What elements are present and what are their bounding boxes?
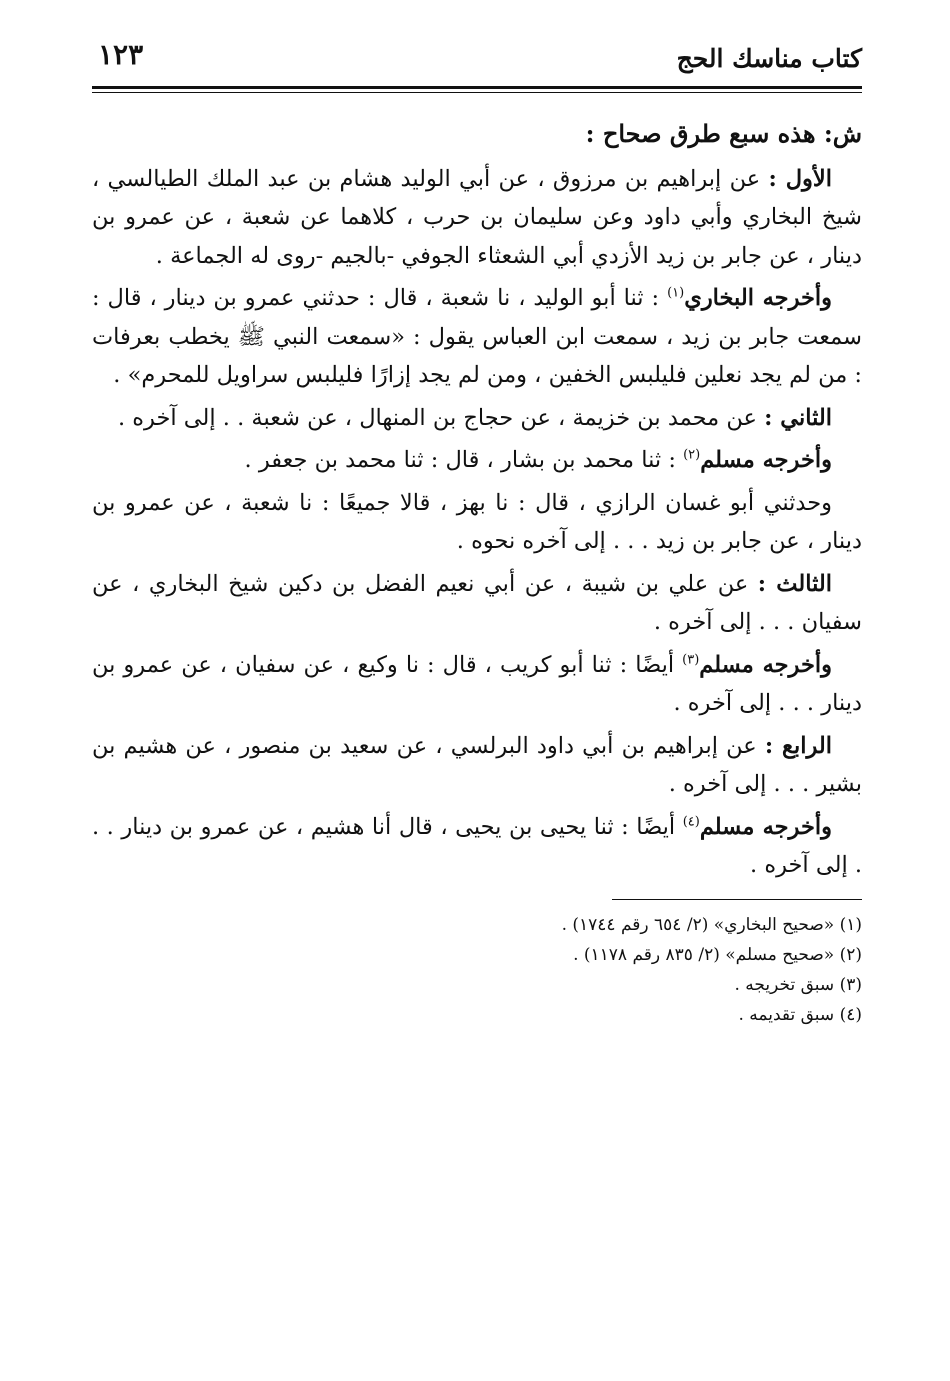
footnote-ref[interactable]: (١) [667,285,685,301]
paragraph-fourth-route [92,727,862,804]
paragraph-text: : ثنا محمد بن بشار ، قال : ثنا محمد بن جعفر . [244,447,684,473]
page-number: ١٢٣ [98,38,144,71]
paragraph-lead: وأخرجه مسلم [700,447,832,473]
paragraph-abu-ghassan [92,484,862,561]
paragraph-lead: الأول : [768,165,833,192]
paragraph-lead: وأخرجه البخاري [684,285,833,311]
paragraph-text: أيضًا : ثنا يحيى بن يحيى ، قال أنا هشيم ، عن عمرو بن دينار . . . إلى آخره . [92,813,862,878]
paragraph-lead: وأخرجه مسلم [699,651,832,678]
footnote-ref[interactable]: (٢) [683,447,701,463]
paragraph-first-route [92,160,862,276]
main-text [92,115,862,885]
paragraph-muslim-3 [92,808,862,885]
paragraph-text: أيضًا : ثنا أبو كريب ، قال : نا وكيع ، عن سفيان ، عن عمرو بن دينار . . . إلى آخره . [92,651,862,716]
paragraph-muslim-2 [92,646,862,723]
paragraph-second-route [92,399,862,438]
paragraph-muslim-1 [92,441,862,480]
footnote-3: (٣) سبق تخريجه . [734,974,862,995]
paragraph-lead: الثاني : [764,404,832,431]
paragraph-lead: وأخرجه مسلم [699,813,832,840]
header-rule-thin [92,92,862,93]
paragraph-text: عن إبراهيم بن أبي داود البرلسي ، عن سعيد بن منصور ، عن هشيم بن بشير . . . إلى آخره . [92,732,862,797]
paragraph-text: عن إبراهيم بن مرزوق ، عن أبي الوليد هشام بن عبد الملك الطيالسي ، شيخ البخاري وأبي داود وعن سليمان بن حرب ، كلاهما عن شعبة ، عن عمرو بن دينار ، عن جابر بن زيد الأزدي أبي الشعثاء الجوفي -بالجيم -روى له الجماعة . [92,165,862,269]
paragraph-third-route [92,565,862,642]
paragraph-text: وحدثني أبو غسان الرازي ، قال : نا بهز ، قالا جميعًا : نا شعبة ، عن عمرو بن دينار ، عن جابر بن زيد . . . إلى آخره نحوه . [92,489,862,554]
paragraph-bukhari [92,279,862,395]
paragraph-text: : ثنا أبو الوليد ، نا شعبة ، قال : حدثني عمرو بن دينار ، قال : سمعت جابر بن زيد ، سمعت ابن العباس يقول : «سمعت النبي ﷺ يخطب بعرفات : من لم يجد نعلين فليلبس الخفين ، ومن لم يجد إزارًا فليلبس سراويل للمحرم» . [92,285,862,388]
paragraph-lead: الرابع : [764,732,832,759]
section-heading: ش: هذه سبع طرق صحاح : [585,119,862,148]
header-rule-thick [92,86,862,89]
footnote-2: (٢) «صحيح مسلم» (٢/ ٨٣٥ رقم ١١٧٨) . [573,944,862,965]
paragraph-lead: الثالث : [757,570,832,597]
footnote-ref[interactable]: (٤) [682,814,700,829]
footnote-4: (٤) سبق تقديمه . [738,1004,862,1025]
page-header [92,30,862,80]
running-title: كتاب مناسك الحج [676,44,862,73]
paragraph-text: عن محمد بن خزيمة ، عن حجاج بن المنهال ، عن شعبة . . إلى آخره . [117,404,765,431]
paragraph-text: عن علي بن شيبة ، عن أبي نعيم الفضل بن دكين شيخ البخاري ، عن سفيان . . . إلى آخره . [92,570,862,635]
footnote-separator [612,899,862,900]
book-page [92,30,862,1350]
footnote-ref[interactable]: (٣) [682,652,700,667]
footnote-1: (١) «صحيح البخاري» (٢/ ٦٥٤ رقم ١٧٤٤) . [561,914,862,935]
footnotes [92,899,862,1030]
